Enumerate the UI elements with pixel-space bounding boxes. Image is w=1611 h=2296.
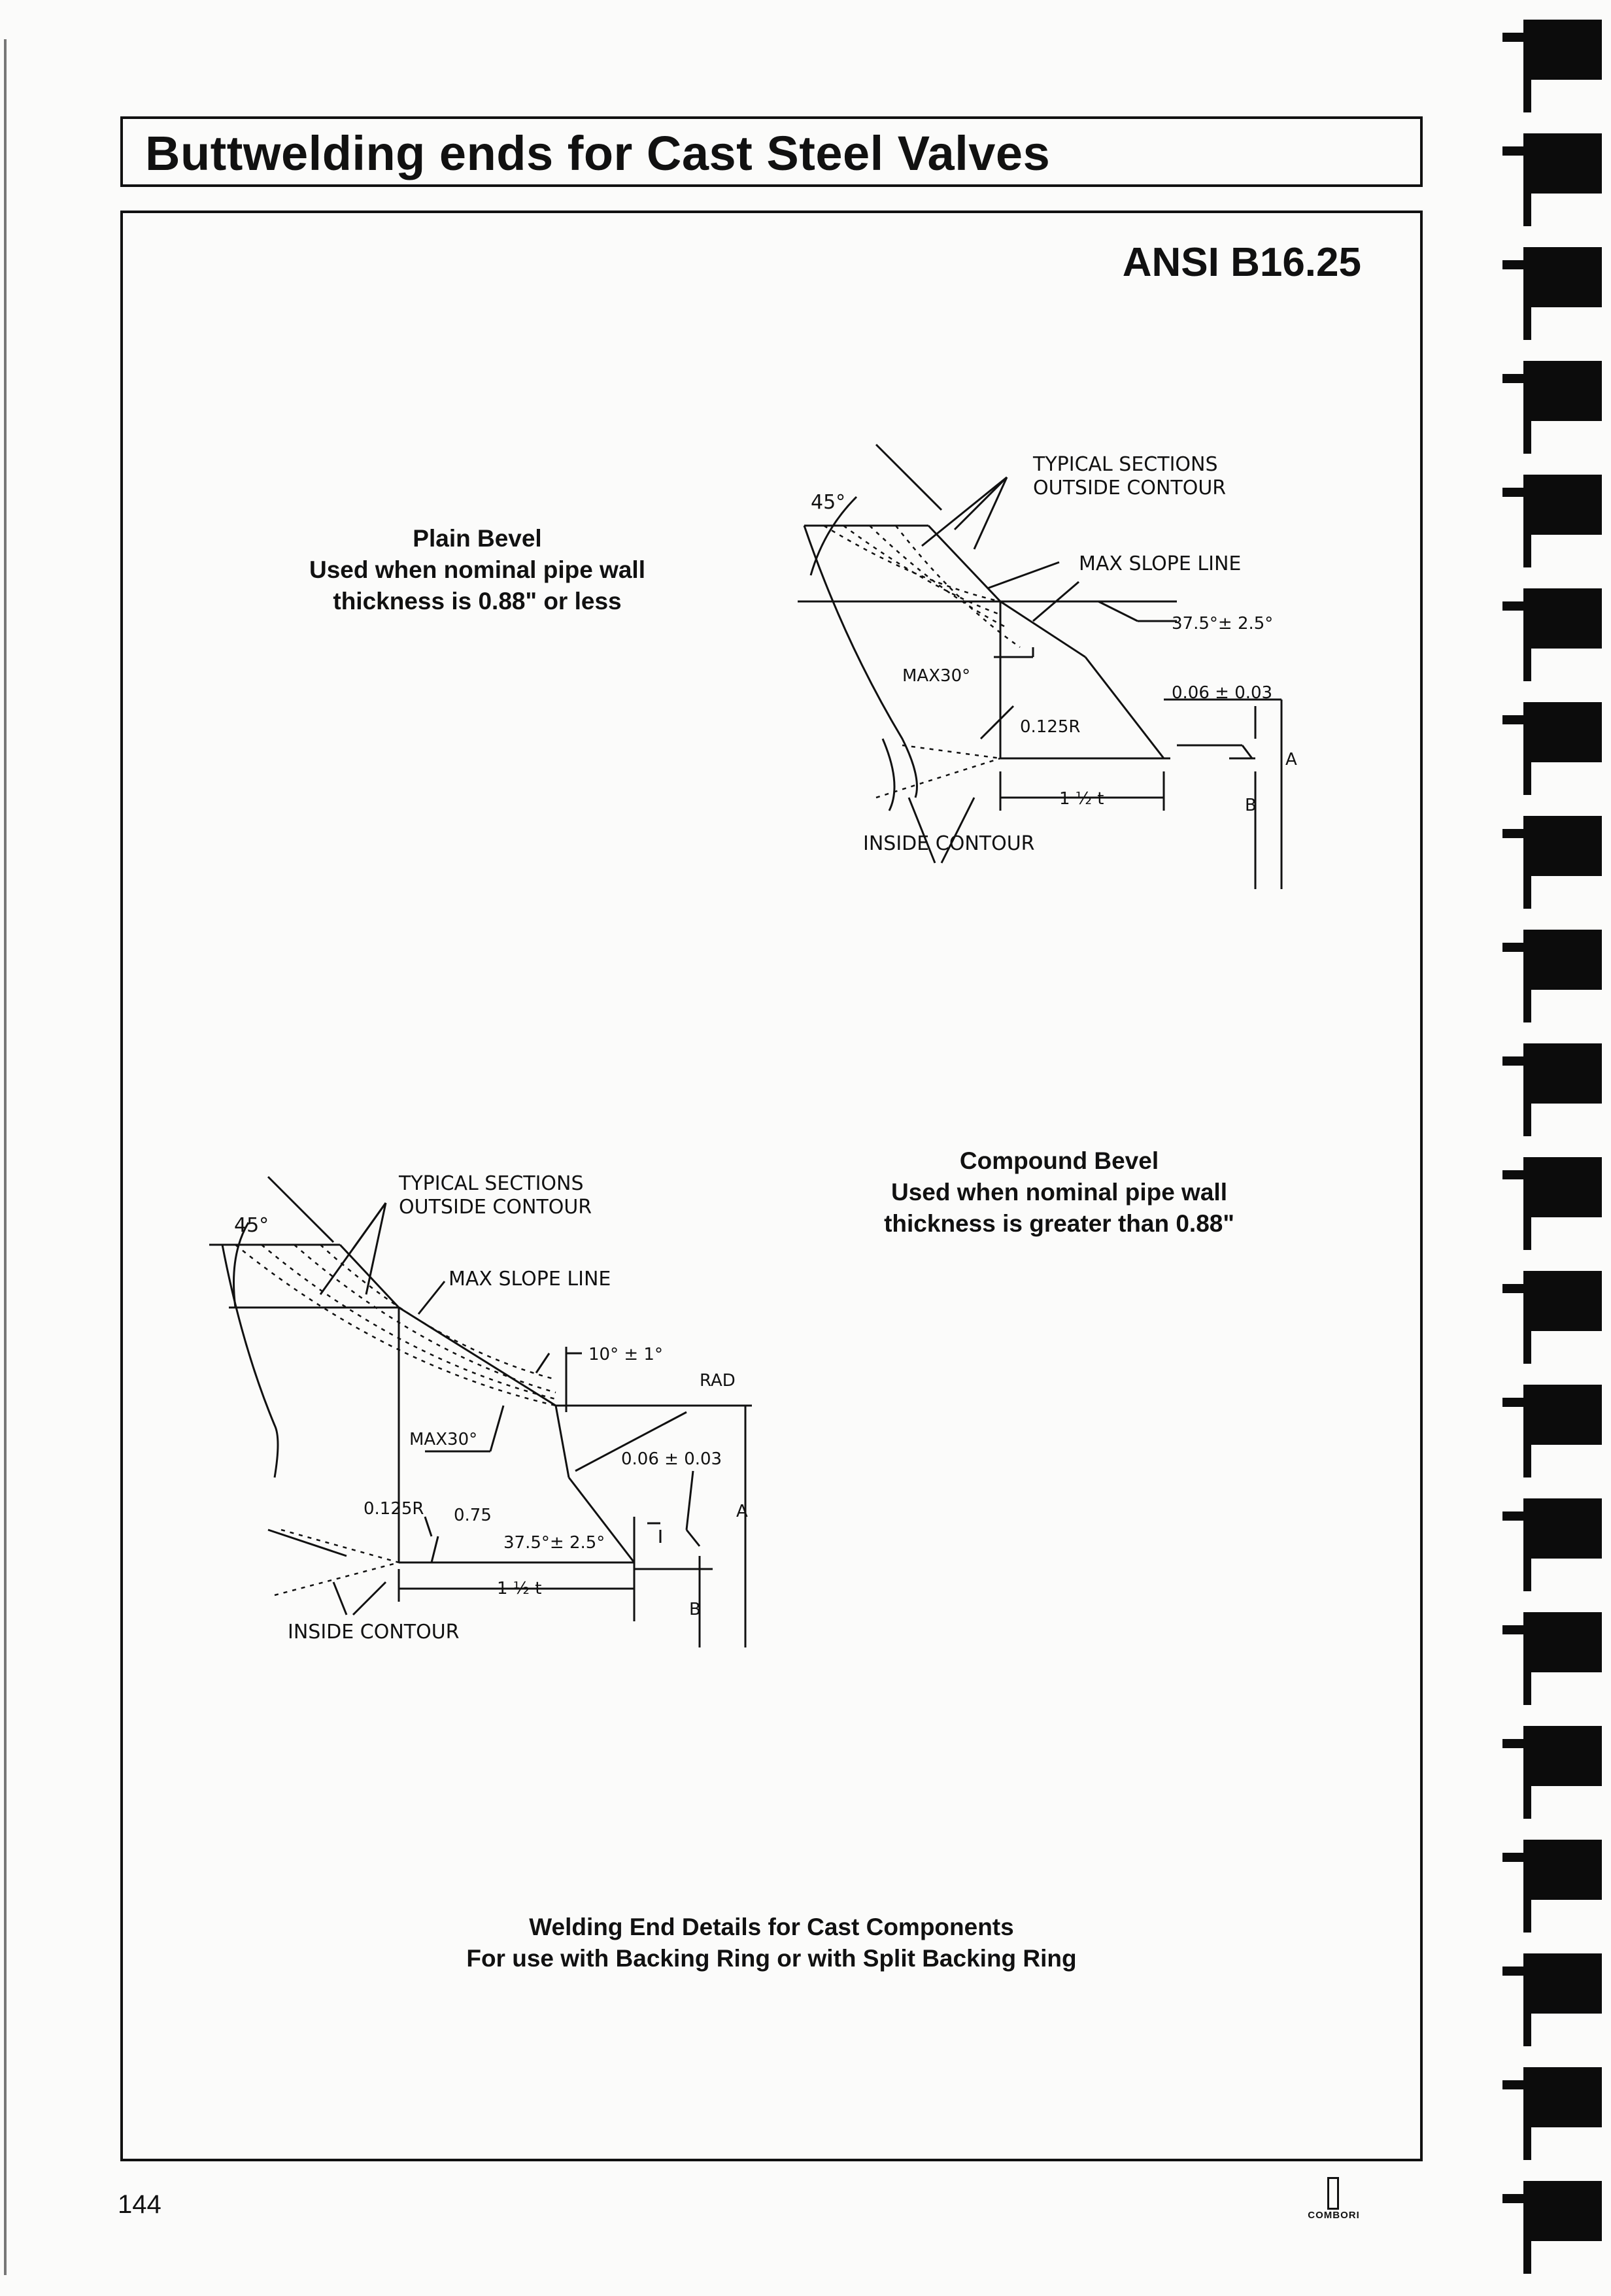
plain-angle-45: 45° — [811, 491, 846, 514]
compound-bevel-caption — [837, 1145, 1281, 1240]
binding-tab — [1523, 930, 1602, 990]
binding-tab — [1523, 1385, 1602, 1445]
binding-bar — [1502, 1170, 1529, 1179]
compound-bevel-angle: 37.5°± 2.5° — [503, 1533, 605, 1553]
compound-land: 0.06 ± 0.03 — [621, 1449, 722, 1469]
binding-edge — [4, 39, 7, 2275]
binding-tab — [1523, 1498, 1602, 1559]
binding-tab — [1523, 20, 1602, 80]
compound-length: 1 ½ t — [497, 1579, 542, 1598]
plain-length: 1 ½ t — [1059, 789, 1104, 809]
binding-hook — [1523, 1900, 1531, 1933]
plain-bevel-caption — [281, 523, 673, 617]
binding-hook — [1523, 1559, 1531, 1591]
binding-tab — [1523, 1271, 1602, 1331]
plain-max30: MAX30° — [902, 666, 971, 686]
binding-bar — [1502, 33, 1529, 42]
binding-tab — [1523, 1953, 1602, 2014]
binding-hook — [1523, 1104, 1531, 1136]
compound-rad: RAD — [700, 1371, 736, 1391]
plain-dim-b: B — [1245, 796, 1257, 815]
binding-bar — [1502, 1511, 1529, 1521]
binding-tab — [1523, 1726, 1602, 1786]
plain-land: 0.06 ± 0.03 — [1172, 683, 1273, 703]
binding-bar — [1502, 1398, 1529, 1407]
compound-bevel-title: Compound Bevel — [959, 1147, 1159, 1174]
compound-typical-sections-1: TYPICAL SECTIONS — [399, 1172, 584, 1195]
binding-bar — [1502, 1284, 1529, 1293]
binding-bar — [1502, 1739, 1529, 1748]
binding-hook — [1523, 762, 1531, 795]
binding-hook — [1523, 2241, 1531, 2274]
spiral-binding — [1497, 0, 1611, 2296]
compound-angle-10: 10° ± 1° — [588, 1345, 663, 1364]
binding-hook — [1523, 2014, 1531, 2046]
compound-bevel-line1: Used when nominal pipe wall — [891, 1179, 1227, 1206]
plain-radius: 0.125R — [1020, 717, 1081, 737]
binding-bar — [1502, 601, 1529, 611]
binding-hook — [1523, 990, 1531, 1022]
plain-max-slope-line: MAX SLOPE LINE — [1079, 552, 1242, 575]
binding-hook — [1523, 1786, 1531, 1819]
compound-inside-contour: INSIDE CONTOUR — [288, 1621, 460, 1644]
binding-tab — [1523, 361, 1602, 421]
plain-inside-contour: INSIDE CONTOUR — [863, 832, 1035, 855]
compound-dim-075: 0.75 — [454, 1506, 492, 1525]
binding-tab — [1523, 2181, 1602, 2241]
plain-bevel-title: Plain Bevel — [413, 525, 542, 552]
binding-tab — [1523, 247, 1602, 307]
binding-hook — [1523, 307, 1531, 340]
binding-tab — [1523, 1840, 1602, 1900]
binding-hook — [1523, 1331, 1531, 1364]
binding-tab — [1523, 816, 1602, 876]
logo-mark — [1327, 2177, 1339, 2210]
binding-bar — [1502, 829, 1529, 838]
binding-bar — [1502, 146, 1529, 156]
binding-hook — [1523, 1217, 1531, 1250]
compound-max-slope-line: MAX SLOPE LINE — [449, 1268, 611, 1291]
binding-bar — [1502, 715, 1529, 724]
binding-hook — [1523, 80, 1531, 112]
page-number: 144 — [118, 2190, 161, 2219]
plain-dim-a: A — [1285, 750, 1297, 769]
page-title-box — [120, 116, 1423, 187]
binding-hook — [1523, 421, 1531, 454]
binding-hook — [1523, 194, 1531, 226]
plain-bevel-diagram — [772, 431, 1334, 889]
footer-caption-line1: Welding End Details for Cast Components — [529, 1914, 1014, 1940]
binding-tab — [1523, 133, 1602, 194]
binding-bar — [1502, 943, 1529, 952]
binding-bar — [1502, 488, 1529, 497]
binding-tab — [1523, 1157, 1602, 1217]
binding-hook — [1523, 2127, 1531, 2160]
compound-max30: MAX30° — [409, 1430, 478, 1449]
binding-hook — [1523, 649, 1531, 681]
binding-bar — [1502, 2080, 1529, 2089]
binding-tab — [1523, 1612, 1602, 1672]
binding-bar — [1502, 1853, 1529, 1862]
compound-bevel-line2: thickness is greater than 0.88" — [884, 1210, 1234, 1237]
binding-tab — [1523, 2067, 1602, 2127]
standard-label: ANSI B16.25 — [1122, 240, 1361, 285]
plain-bevel-line1: Used when nominal pipe wall — [309, 556, 645, 583]
binding-bar — [1502, 1056, 1529, 1066]
logo-text: COMBORI — [1308, 2210, 1360, 2221]
binding-bar — [1502, 260, 1529, 269]
plain-typical-sections-2: OUTSIDE CONTOUR — [1033, 477, 1227, 499]
binding-bar — [1502, 1967, 1529, 1976]
compound-radius: 0.125R — [364, 1499, 424, 1519]
binding-bar — [1502, 2194, 1529, 2203]
binding-bar — [1502, 1625, 1529, 1634]
plain-typical-sections-1: TYPICAL SECTIONS — [1033, 453, 1218, 476]
binding-tab — [1523, 588, 1602, 649]
plain-bevel-angle: 37.5°± 2.5° — [1172, 614, 1274, 633]
binding-hook — [1523, 876, 1531, 909]
page-title: Buttwelding ends for Cast Steel Valves — [145, 126, 1051, 180]
compound-typical-sections-2: OUTSIDE CONTOUR — [399, 1196, 592, 1219]
compound-angle-45: 45° — [234, 1214, 269, 1237]
compound-bevel-diagram — [203, 1164, 804, 1674]
binding-tab — [1523, 702, 1602, 762]
compound-dim-a: A — [736, 1502, 748, 1521]
binding-tab — [1523, 475, 1602, 535]
footer-caption-line2: For use with Backing Ring or with Split Backing Ring — [466, 1945, 1077, 1972]
binding-hook — [1523, 535, 1531, 567]
compound-dim-b: B — [689, 1600, 701, 1619]
binding-tab — [1523, 1043, 1602, 1104]
binding-bar — [1502, 374, 1529, 383]
binding-hook — [1523, 1672, 1531, 1705]
binding-hook — [1523, 1445, 1531, 1477]
footer-caption — [262, 1912, 1281, 1974]
plain-bevel-line2: thickness is 0.88" or less — [333, 588, 622, 615]
publisher-logo — [1295, 2177, 1373, 2223]
